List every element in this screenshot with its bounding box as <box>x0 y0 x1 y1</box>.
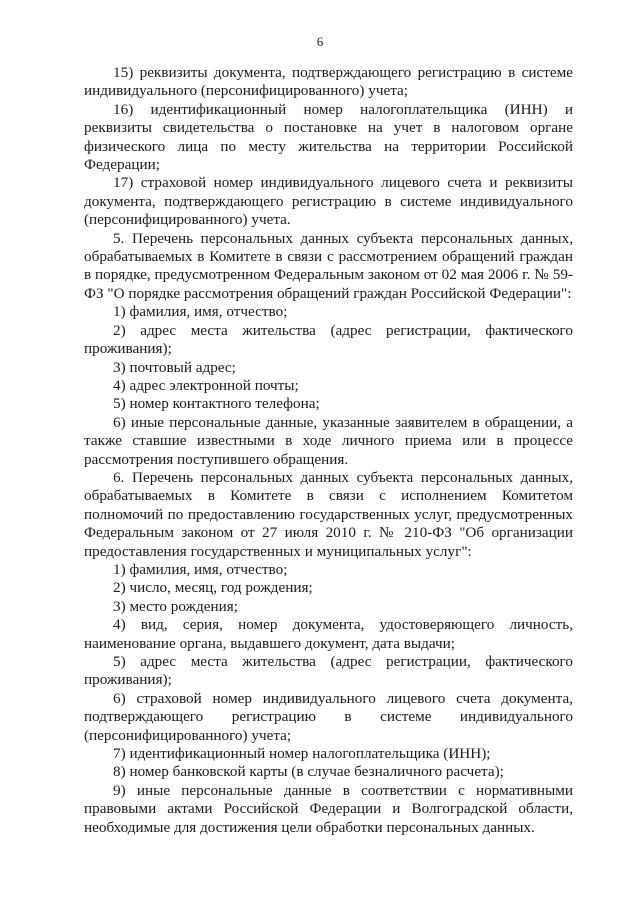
list-item-15-registration-document: 15) реквизиты документа, подтверждающего регистрацию в системе индивидуального (персонифицированного) учета; <box>84 64 573 100</box>
list-item-16-inn: 16) идентификационный номер налогоплательщика (ИНН) и реквизиты свидетельства о постановке на учет в налоговом органе физического лица по месту жительства на территории Российской Федерации; <box>84 100 573 174</box>
document-body <box>84 64 573 837</box>
section-5-item-3: 3) почтовый адрес; <box>113 358 236 376</box>
section-5-item-5: 5) номер контактного телефона; <box>113 395 320 413</box>
section-5-heading: 5. Перечень персональных данных субъекта персональных данных, обрабатываемых в Комитете в связи с рассмотрением обращений граждан в порядке, предусмотренном Федеральным законом от 02 мая 2006 г. № 59-ФЗ "О порядке рассмотрения обращений граждан Российской Федерации": <box>84 229 573 302</box>
section-6-item-4: 4) вид, серия, номер документа, удостоверяющего личность, наименование органа, выдавшего документ, дата выдачи; <box>84 616 573 652</box>
section-6-item-1: 1) фамилия, имя, отчество; <box>113 560 288 578</box>
section-6-item-6: 6) страховой номер индивидуального лицевого счета документа, подтверждающего регистрацию в системе индивидуального (персонифицированного) учета; <box>84 689 573 744</box>
section-5-item-2: 2) адрес места жительства (адрес регистрации, фактического проживания); <box>84 321 573 358</box>
section-6-item-9: 9) иные персональные данные в соответствии с нормативными правовыми актами Российской Федерации и Волгоградской области, необходимые для достижения цели обработки персональных данных. <box>84 781 573 836</box>
section-6-heading: 6. Перечень персональных данных субъекта персональных данных, обрабатываемых в Комитете в связи с исполнением Комитетом полномочий по предоставлению государственных услуг, предусмотренных Федеральным законом от 27 июля 2010 г. № 210-ФЗ "Об организации предоставления государственных и муниципальных услуг": <box>84 468 573 560</box>
section-6-item-2: 2) число, месяц, год рождения; <box>113 579 313 597</box>
list-item-17-insurance-number: 17) страховой номер индивидуального лицевого счета и реквизиты документа, подтверждающего регистрацию в системе индивидуального (персонифицированного) учета. <box>84 174 573 229</box>
section-6-item-7: 7) идентификационный номер налогоплательщика (ИНН); <box>113 745 491 763</box>
section-5-item-4: 4) адрес электронной почты; <box>113 376 299 394</box>
section-6-item-8: 8) номер банковской карты (в случае безналичного расчета); <box>113 763 504 781</box>
section-5-item-6: 6) иные персональные данные, указанные заявителем в обращении, а также ставшие известными в ходе личного приема или в процессе рассмотрения поступившего обращения. <box>84 413 573 468</box>
page-number: 6 <box>316 34 324 49</box>
section-6-item-5: 5) адрес места жительства (адрес регистрации, фактического проживания); <box>84 653 573 689</box>
section-6-item-3: 3) место рождения; <box>113 597 238 615</box>
section-5-item-1: 1) фамилия, имя, отчество; <box>113 303 288 321</box>
